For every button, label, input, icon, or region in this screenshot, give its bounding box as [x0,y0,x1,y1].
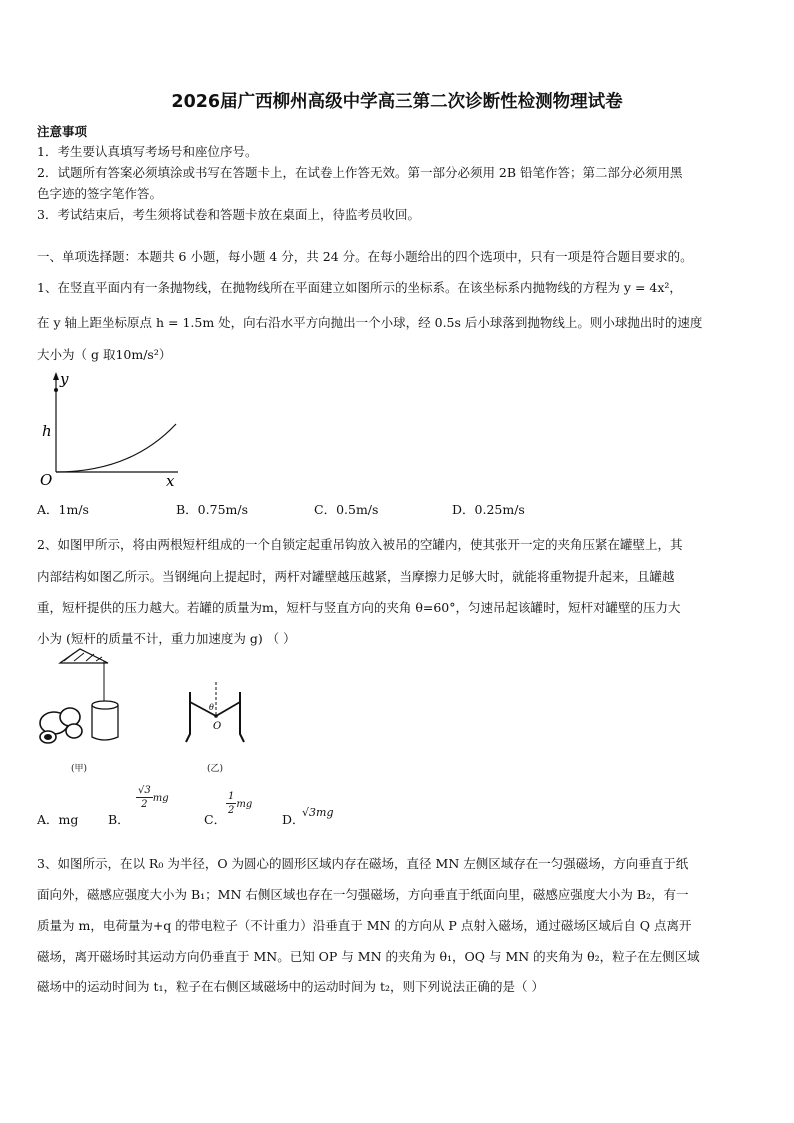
q2-c-tail: mg [236,799,253,810]
q2-figure-a-crane [34,645,134,755]
q3-text-2: 面向外，磁感应强度大小为 B₁；MN 右侧区域也存在一匀强磁场，方向垂直于纸面向里，磁感应强度大小为 B₂，有一 [37,887,689,902]
pivot-o-label: O [213,721,222,732]
q1-option-b: B．0.75m/s [176,502,248,517]
x-label: x [166,472,175,490]
q2-option-d-value: √3mg [302,806,334,819]
page-title: 2026届广西柳州高级中学高三第二次诊断性检测物理试卷 [171,92,623,112]
origin-label: O [40,471,53,489]
notice-item-2-cont: 色字迹的签字笔作答。 [37,186,163,201]
short-rod-right [216,702,240,716]
q2-b-tail: mg [152,793,169,804]
q2-caption-a: (甲) [71,764,88,774]
notice-item-2: 2．试题所有答案必须填涂或书写在答题卡上，在试卷上作答无效。第一部分必须用 2B 铅笔作答；第二部分必须用黑 [37,165,683,180]
q1-text-2: 在 y 轴上距坐标原点 h = 1.5m 处，向右沿水平方向抛出一个小球，经 0.5s 后小球落到抛物线上。则小球抛出时的速度 [37,315,703,330]
y-axis-arrow-icon [53,372,59,380]
q2-b-denominator: 2 [141,799,148,810]
q2-option-d-label: D． [282,812,305,827]
q2-text-4: 小为 (短杆的质量不计，重力加速度为 g) （ ） [37,631,296,646]
crane-frame [60,649,108,663]
q2-b-numerator: √3 [138,785,151,796]
notice-item-3: 3．考试结束后，考生须将试卷和答题卡放在桌面上，待监考员收回。 [37,207,420,222]
q1-text-3: 大小为（ g 取10m/s²） [37,347,172,362]
q2-text-2: 内部结构如图乙所示。当钢绳向上提起时，两杆对罐壁越压越紧，当摩擦力足够大时，就能将重物提升起来，且罐越 [37,569,675,584]
q2-c-numerator: 1 [228,791,235,802]
q1-parabola-figure [36,368,186,490]
q1-option-a: A．1m/s [37,502,89,517]
q2-text-3: 重，短杆提供的压力越大。若罐的质量为m，短杆与竖直方向的夹角 θ=60°，匀速吊起该罐时，短杆对罐壁的压力大 [37,600,681,615]
q2-caption-b: (乙) [207,764,224,774]
q3-text-4: 磁场，离开磁场时其运动方向仍垂直于 MN。已知 OP 与 MN 的夹角为 θ₁，OQ 与 MN 的夹角为 θ₂，粒子在左侧区域 [37,949,700,964]
q2-text-1: 2、如图甲所示，将由两根短杆组成的一个自锁定起重吊钩放入被吊的空罐内，使其张开一定的夹角压紧在罐壁上，其 [37,537,683,552]
theta-label: θ [209,703,214,712]
q2-figure-b-hook [182,682,252,748]
launch-point [54,388,58,392]
q1-option-c: C．0.5m/s [314,502,379,517]
q2-option-a: A．mg [37,812,79,827]
lifted-tank [92,705,118,740]
q2-c-denominator: 2 [228,805,235,816]
h-label: h [42,422,52,440]
notice-heading: 注意事项 [37,124,88,139]
q3-text-5: 磁场中的运动时间为 t₁，粒子在右侧区域磁场中的运动时间为 t₂，则下列说法正确的是（ ） [37,979,544,994]
y-label: y [60,370,69,388]
q2-option-c-label: C． [204,812,227,827]
tank-wall-left [186,692,190,742]
q3-text-3: 质量为 m，电荷量为+q 的带电粒子（不计重力）沿垂直于 MN 的方向从 P 点射入磁场，通过磁场区域后自 Q 点离开 [37,918,692,933]
q1-option-d: D．0.25m/s [452,502,525,517]
tank-wall-right [240,692,244,742]
q3-text-1: 3、如图所示，在以 R₀ 为半径，O 为圆心的圆形区域内存在磁场，直径 MN 左侧区域存在一匀强磁场，方向垂直于纸 [37,856,689,871]
q2-option-b-label: B． [108,812,130,827]
parabola-curve [56,424,176,472]
q2-option-c-value [226,790,252,817]
section-heading: 一、单项选择题：本题共 6 小题，每小题 4 分，共 24 分。在每小题给出的四个选项中，只有一项是符合题目要求的。 [37,249,693,264]
notice-item-1: 1．考生要认真填写考场号和座位序号。 [37,144,258,159]
q1-text-1: 1、在竖直平面内有一条抛物线，在抛物线所在平面建立如图所示的坐标系。在该坐标系内抛物线的方程为 y = 4x²， [37,280,682,295]
q2-option-b-value [136,784,169,811]
